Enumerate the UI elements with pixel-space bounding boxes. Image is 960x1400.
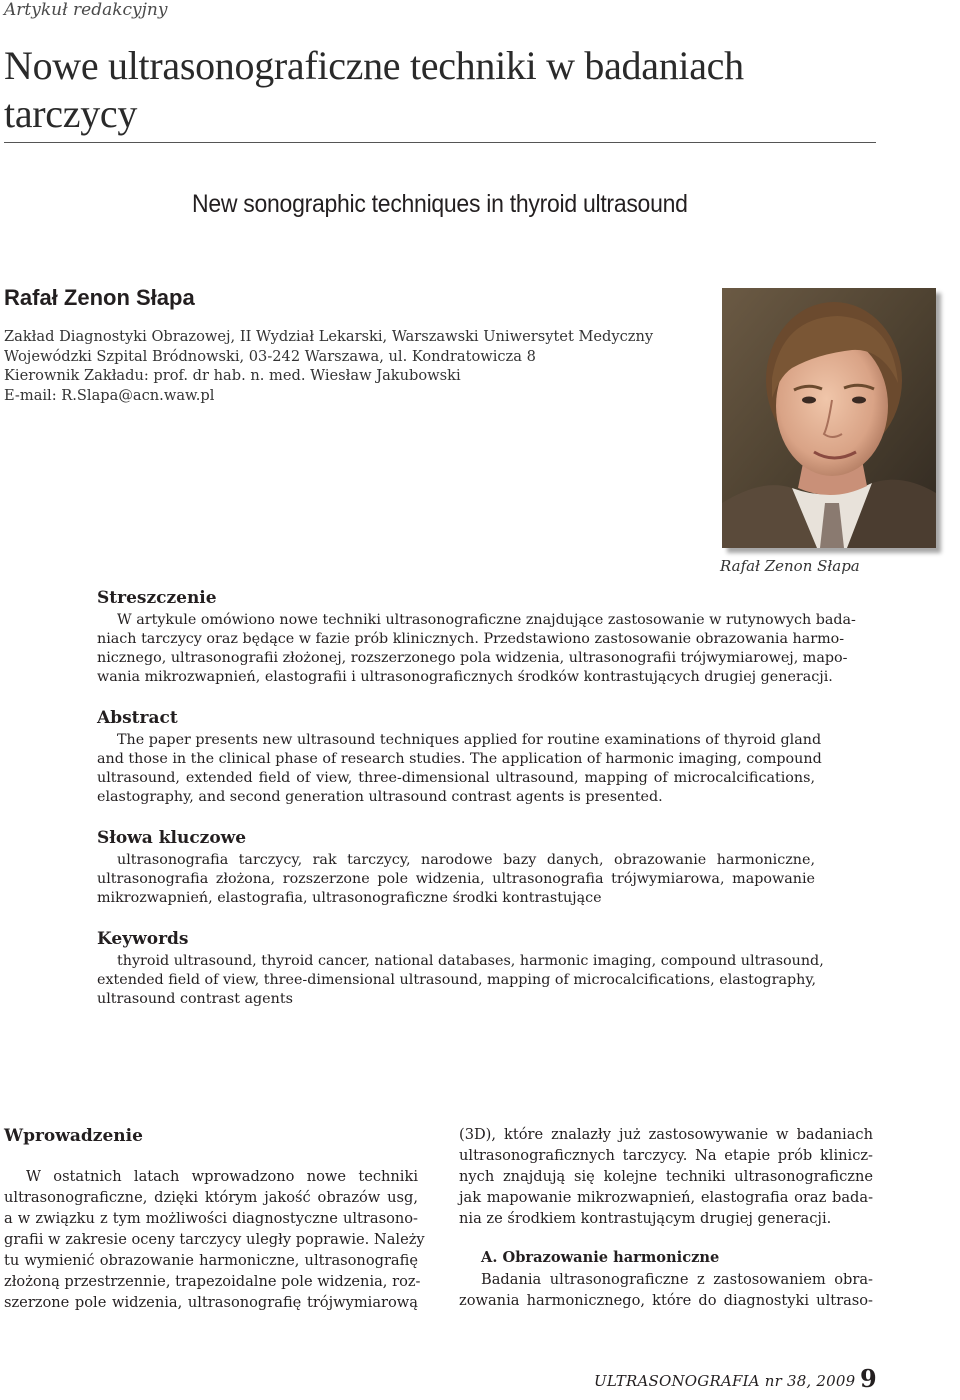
journal-footer: ULTRASONOGRAFIA nr 38, 2009 bbox=[594, 1372, 856, 1390]
text-line: zowania harmonicznego, które do diagnostyki ultraso- bbox=[459, 1292, 873, 1309]
subsection-text bbox=[459, 1269, 873, 1311]
keywords-heading: Keywords bbox=[97, 929, 189, 949]
text-line: W artykule omówiono nowe techniki ultrasonograficzne znajdujące zastosowanie w rutynowych bada- bbox=[117, 612, 856, 628]
author-photo bbox=[722, 288, 936, 548]
text-line: ultrasonografia tarczycy, rak tarczycy, narodowe bazy danych, obrazowanie harmoniczne, bbox=[117, 852, 815, 868]
wprowadzenie-heading: Wprowadzenie bbox=[4, 1126, 143, 1146]
text-line: nia ze środkiem kontrastującym drugiej generacji. bbox=[459, 1210, 832, 1227]
article-title-line: Nowe ultrasonograficzne techniki w badaniach bbox=[4, 43, 744, 88]
text-line: ultrasonograficzne, dzięki którym jakość obrazów usg, bbox=[4, 1189, 418, 1206]
portrait-image bbox=[722, 288, 936, 548]
text-line: thyroid ultrasound, thyroid cancer, national databases, harmonic imaging, compound ultrasound, bbox=[117, 953, 824, 969]
text-line: W ostatnich latach wprowadzono nowe techniki bbox=[26, 1168, 418, 1185]
text-line: szerzone pole widzenia, ultrasonografię trójwymiarową bbox=[4, 1294, 418, 1311]
text-line: The paper presents new ultrasound techniques applied for routine examinations of thyroid gland bbox=[117, 732, 822, 748]
slowa-kluczowe-text bbox=[97, 851, 815, 908]
affiliation-line: Wojewódzki Szpital Bródnowski, 03-242 Warszawa, ul. Kondratowicza 8 bbox=[4, 347, 536, 365]
text-line: mikrozwapnień, elastografia, ultrasonograficzne środki kontrastujące bbox=[97, 890, 602, 906]
text-line: a w związku z tym możliwości diagnostyczne ultrasono- bbox=[4, 1210, 418, 1227]
keywords-text bbox=[97, 952, 824, 1009]
subsection-heading: A. Obrazowanie harmoniczne bbox=[481, 1249, 720, 1266]
right-column-text bbox=[459, 1124, 873, 1229]
text-line: wania mikrozwapnień, elastografii i ultrasonograficznych środków kontrastujących drugiej generacji. bbox=[97, 669, 833, 685]
text-line: and those in the clinical phase of research studies. The application of harmonic imaging, compound bbox=[97, 751, 822, 767]
text-line: nych znajdują się kolejne techniki ultrasonograficzne bbox=[459, 1168, 873, 1185]
text-line: złożoną przestrzennie, trapezoidalne pole widzenia, roz- bbox=[4, 1273, 421, 1290]
streszczenie-heading: Streszczenie bbox=[97, 588, 217, 608]
text-line: elastography, and second generation ultrasound contrast agents is presented. bbox=[97, 789, 663, 805]
photo-caption: Rafał Zenon Słapa bbox=[720, 557, 860, 575]
page-number: 9 bbox=[860, 1364, 877, 1393]
author-name: Rafał Zenon Słapa bbox=[4, 285, 195, 310]
text-line: (3D), które znalazły już zastosowywanie w badaniach bbox=[459, 1126, 873, 1143]
author-email[interactable]: E-mail: R.Slapa@acn.waw.pl bbox=[4, 386, 215, 404]
text-line: ultrasound contrast agents bbox=[97, 991, 293, 1007]
text-line: tu wymienić obrazowanie harmoniczne, ultrasonografię bbox=[4, 1252, 418, 1269]
text-line: niach tarczycy oraz będące w fazie prób klinicznych. Przedstawiono zastosowanie obrazowania harmo- bbox=[97, 631, 845, 647]
text-line: ultrasound, extended field of view, three-dimensional ultrasound, mapping of microcalcifications, bbox=[97, 770, 815, 786]
article-title-line: tarczycy bbox=[4, 91, 138, 136]
wprowadzenie-text bbox=[4, 1166, 425, 1313]
slowa-kluczowe-heading: Słowa kluczowe bbox=[97, 828, 247, 848]
text-line: extended field of view, three-dimensional ultrasound, mapping of microcalcifications, elastography, bbox=[97, 972, 817, 988]
title-divider bbox=[4, 142, 876, 143]
text-line: ultrasonografia złożona, rozszerzone pole widzenia, ultrasonografia trójwymiarowa, mapowanie bbox=[97, 871, 815, 887]
text-line: ultrasonograficznych tarczycy. Na etapie prób klinicz- bbox=[459, 1147, 873, 1164]
text-line: jak mapowanie mikrozwapnień, elastografia oraz bada- bbox=[459, 1189, 873, 1206]
streszczenie-text bbox=[97, 611, 856, 687]
abstract-text bbox=[97, 731, 822, 807]
author-affiliation bbox=[4, 327, 704, 405]
text-line: Badania ultrasonograficzne z zastosowaniem obra- bbox=[481, 1271, 873, 1288]
text-line: grafii w zakresie oceny tarczycy uległy poprawie. Należy bbox=[4, 1231, 425, 1248]
article-title bbox=[4, 42, 844, 138]
abstract-heading: Abstract bbox=[97, 708, 178, 728]
english-title: New sonographic techniques in thyroid ultrasound bbox=[192, 190, 688, 218]
affiliation-line: Zakład Diagnostyki Obrazowej, II Wydział Lekarski, Warszawski Uniwersytet Medyczny bbox=[4, 328, 654, 345]
affiliation-line: Kierownik Zakładu: prof. dr hab. n. med. Wiesław Jakubowski bbox=[4, 367, 461, 384]
text-line: nicznego, ultrasonografii złożonej, rozszerzonego pola widzenia, ultrasonografii trójwymiarowej, mapo- bbox=[97, 650, 848, 666]
section-tag: Artykuł redakcyjny bbox=[4, 0, 168, 20]
